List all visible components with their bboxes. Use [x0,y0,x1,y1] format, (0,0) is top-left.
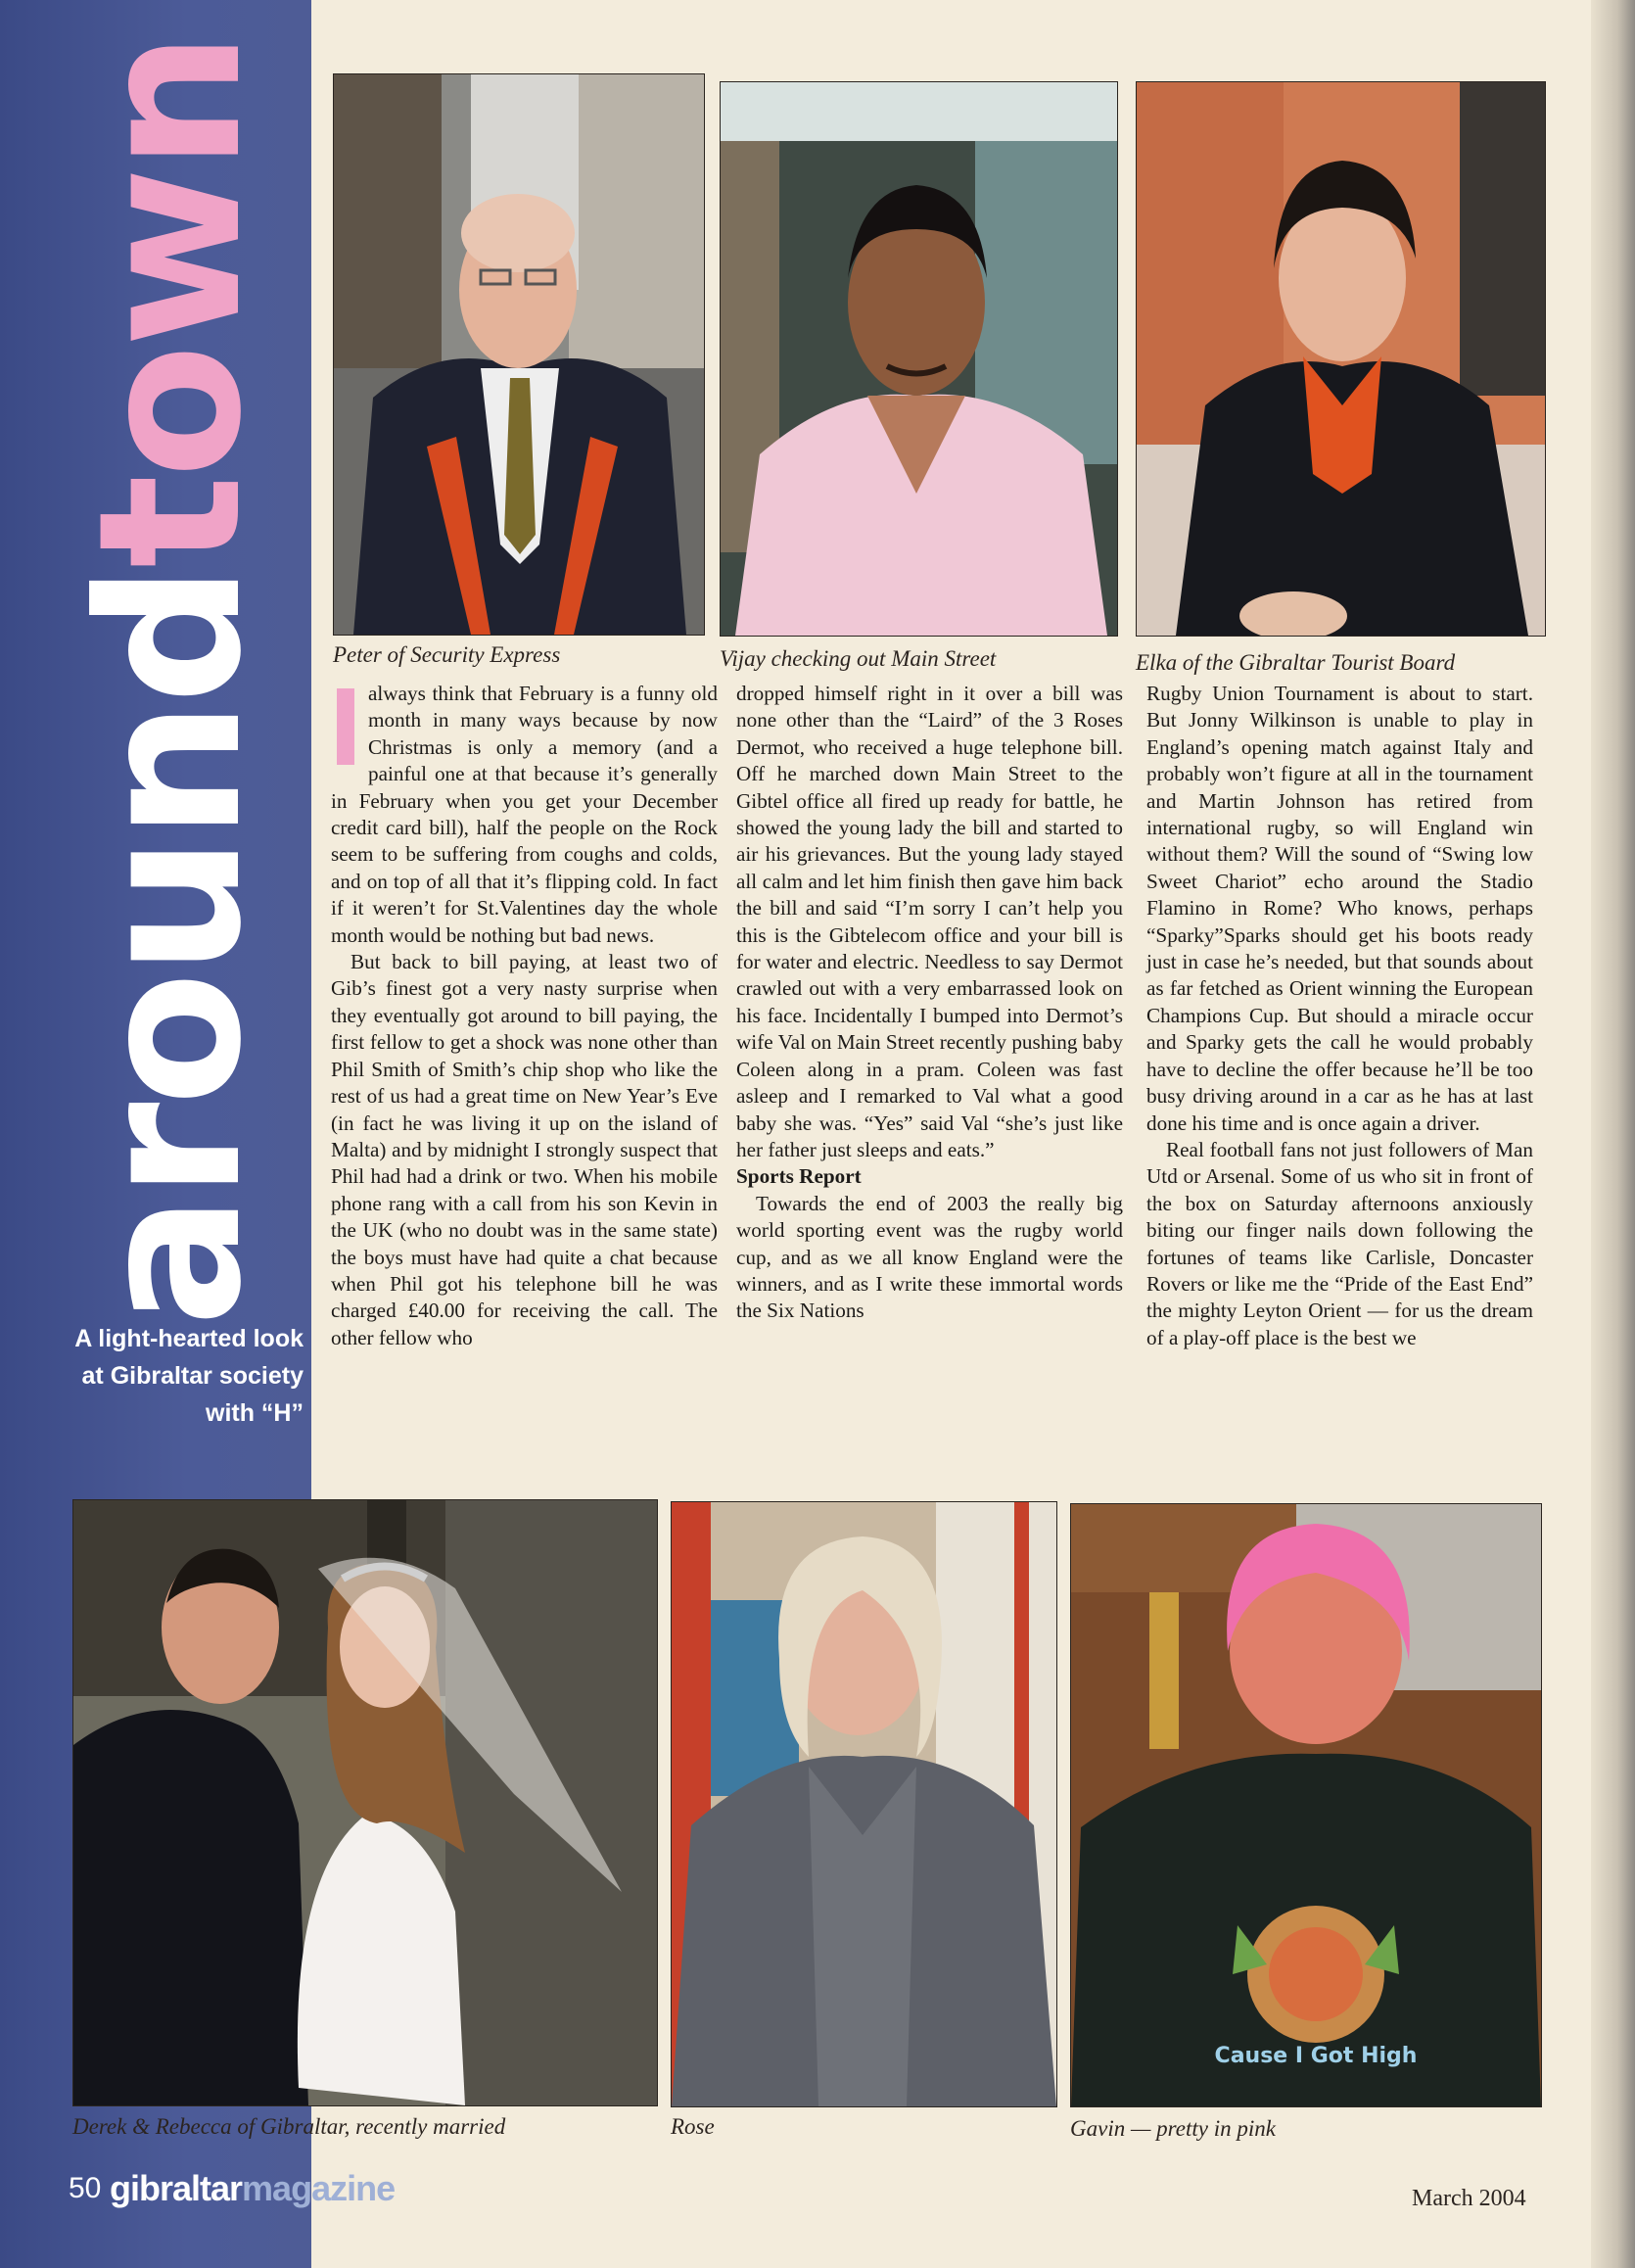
masthead-word-town: town [57,34,285,569]
masthead-title [57,34,285,1327]
section-subhead: Sports Report [736,1164,862,1189]
pink-drop-cap-bar [337,688,354,765]
article-paragraph: always think that February is a funny old month in many ways because by now Christmas is only a memory (and a painful one at that because it’s generally in February when you get your December credit card bill), half the people on the Rock seem to be suffering from coughs and colds, and on top of all that it’s flipping cold. In fact if it weren’t for St.Valentines day the whole month would be nothing but bad news. [331,682,718,947]
photo-rose [671,1501,1057,2107]
caption-vijay: Vijay checking out Main Street [720,646,997,671]
article-paragraph: Rugby Union Tournament is about to start. But Jonny Wilkinson is unable to play in England’s opening match against Italy and probably won’t figure at all in the tournament and Martin Johnson has retired from international rugby, so will England win without them? Will the sound of “Swing low Sweet Chariot” echo around the Stadio Flamino in Rome? Who knows, perhaps “Sparky”Sparks should get his boots ready just in case he’s needed, but that sounds about as far fetched as Orient winning the European Champions Cup. But should a miracle occur and Sparky gets the call he would probably have to decline the offer because he’ll be too busy driving around in a car as he has at last done his time and is once again a driver. [1146,682,1533,1135]
masthead-word-around: around [57,568,285,1327]
caption-gavin: Gavin — pretty in pink [1070,2116,1276,2141]
article-paragraph: dropped himself right in it over a bill was none other than the “Laird” of the 3 Roses Dermot, who received a huge telephone bill. Off he marched down Main Street to the Gibtel office all fired up ready for battle, he showed the young lady the bill and started to air his grievances. But the young lady stayed all calm and let him finish then gave him back the bill and said “I’m sorry I can’t help you this is the Gibtelecom office and your bill is for water and electric. Needless to say Dermot crawled out with a very embarrassed look on his face. Incidentally I bumped into Dermot’s wife Val on Main Street recently pushing baby Coleen along in a pram. Coleen was fast asleep and I remarked to Val what a good baby she was. “Yes” said Val “she’s just like her father just sleeps and eats.” [736,682,1123,1161]
magazine-brand [110,2168,395,2209]
brand-magazine: magazine [242,2168,396,2208]
article-column-2 [736,681,1123,1325]
photo-peter [333,73,705,636]
caption-peter: Peter of Security Express [333,642,561,667]
caption-elka: Elka of the Gibraltar Tourist Board [1136,650,1456,675]
caption-derek-rebecca: Derek & Rebecca of Gibraltar, recently married [72,2114,506,2139]
article-paragraph: Towards the end of 2003 the really big world sporting event was the rugby world cup, and as we all know England were the winners, and as I write these immortal words the Six Nations [736,1191,1123,1323]
photo-vijay [720,81,1118,637]
issue-date: March 2004 [1412,2186,1526,2211]
caption-rose: Rose [671,2114,715,2139]
page-number: 50 [69,2172,102,2204]
photo-gavin [1070,1503,1542,2107]
page-edge-shadow [1591,0,1635,2268]
brand-gibraltar: gibraltar [110,2168,243,2208]
photo-elka [1136,81,1546,637]
article-column-3 [1146,681,1533,1351]
tshirt-print-text: Cause I Got High [1214,2044,1418,2068]
article-paragraph: Real football fans not just followers of Man Utd or Arsenal. Some of us who sit in front of the box on Saturday afternoons anxiously biting our finger nails down following the fortunes of teams like Carlisle, Doncaster Rovers or like me the “Pride of the East End” the mighty Leyton Orient — for us the dream of a play-off place is the best we [1146,1137,1533,1349]
article-column-1 [331,681,718,1351]
photo-derek-rebecca [72,1499,658,2106]
tagline: A light-hearted look at Gibraltar society with “H” [74,1325,304,1427]
article-paragraph: But back to bill paying, at least two of Gib’s finest got a very nasty surprise when they eventually got around to bill paying, the first fellow to get a shock was none other than Phil Smith of Smith’s chip shop who like the rest of us had a great time on New Year’s Eve (in fact he was living it up on the island of Malta) and by midnight I strongly suspect that Phil had had a drink or two. When his mobile phone rang with a call from his son Kevin in the UK (who no doubt was in the same state) the boys must have had quite a chat because when Phil got his telephone bill he was charged £40.00 for receiving the call. The other fellow who [331,950,718,1349]
